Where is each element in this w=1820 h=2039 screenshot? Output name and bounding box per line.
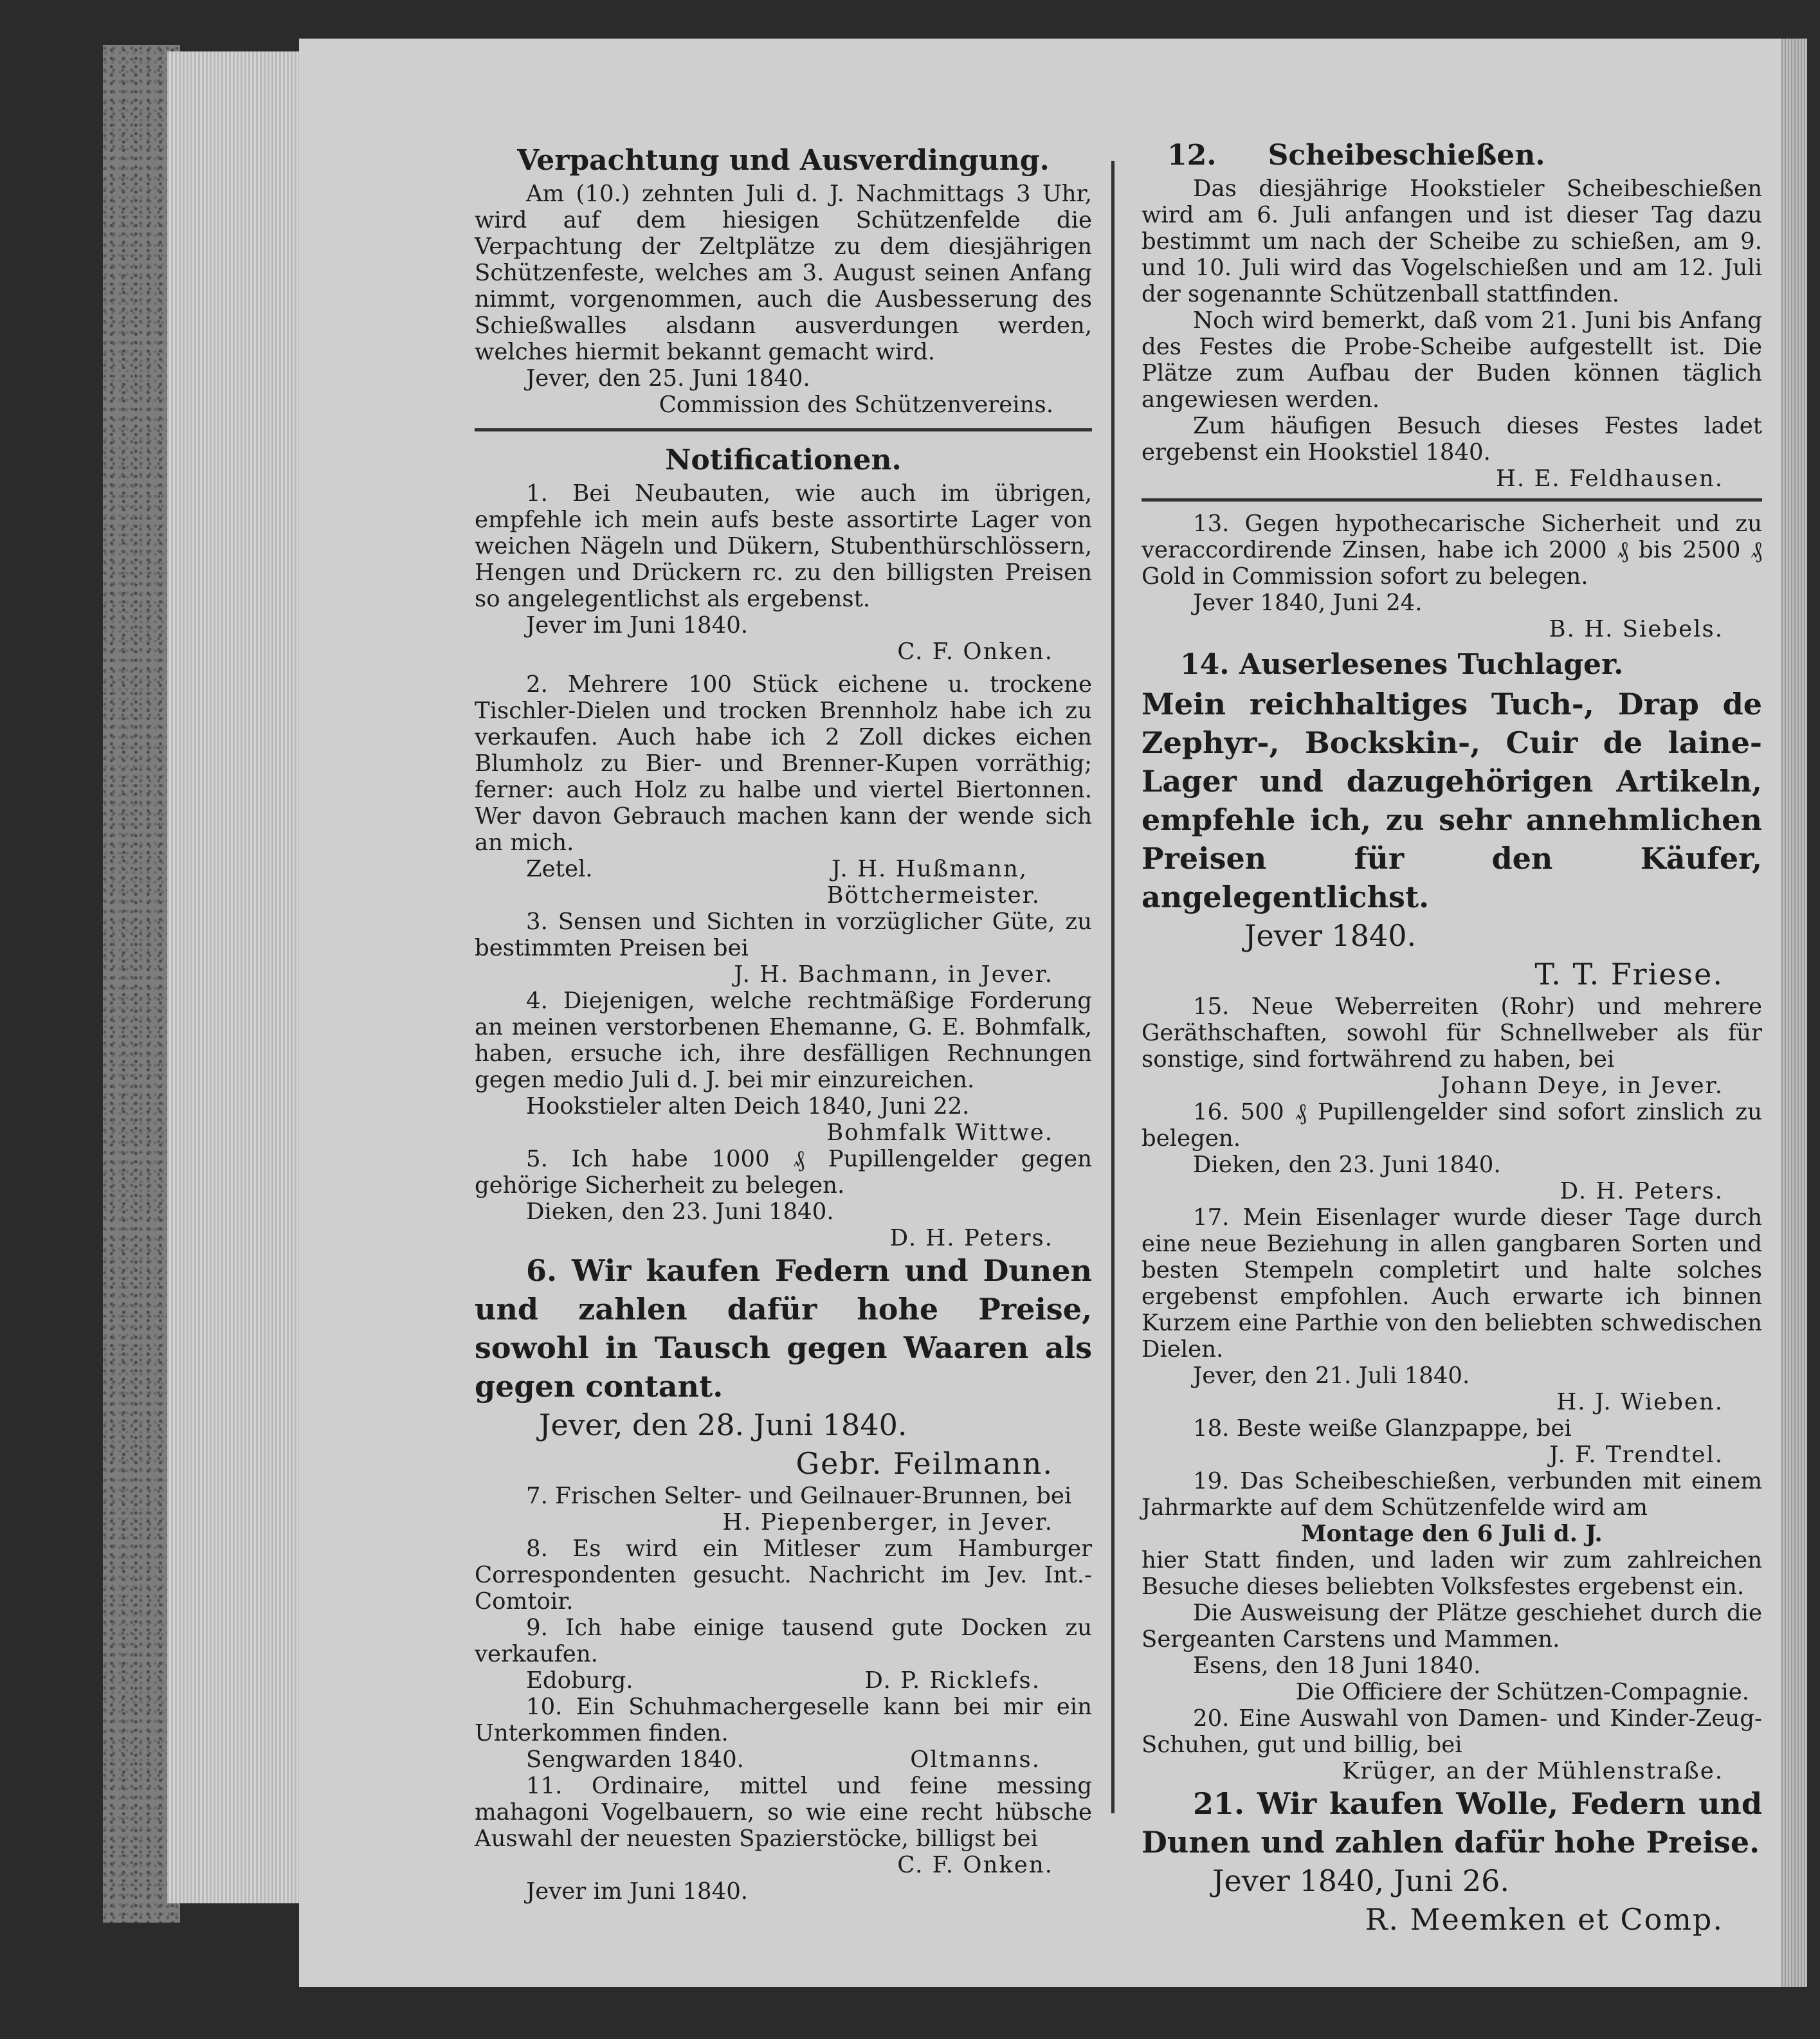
notice-5-body: 5. Ich habe 1000 ₰ Pupillengelder gegen gehörige Sicherheit zu belegen. (475, 1146, 1092, 1199)
notice-14-signature: T. T. Friese. (1534, 957, 1724, 992)
notice-1-date: Jever im Juni 1840. (526, 612, 749, 639)
notice-6-date: Jever, den 28. Juni 1840. (539, 1408, 907, 1442)
notice-17-date: Jever, den 21. Juli 1840. (1193, 1363, 1470, 1389)
right-column (1142, 138, 1762, 1939)
notice-7-signature: H. Piepenberger, in Jever. (722, 1509, 1053, 1536)
notice-6-body: 6. Wir kaufen Federn und Dunen und zahlen dafür hohe Preise, sowohl in Tausch gegen Waaren als gegen contant. (475, 1253, 1092, 1404)
notice-16-body: 16. 500 ₰ Pupillengelder sind sofort zinslich zu belegen. (1142, 1099, 1762, 1152)
notice-12-number: 12. (1167, 139, 1217, 172)
notice-19-date: Esens, den 18 Juni 1840. (1193, 1653, 1481, 1679)
notice-13-body: 13. Gegen hypothecarische Sicherheit und zu veraccordirende Zinsen, habe ich 2000 ₰ bis 2500 ₰ Gold in Commission sofort zu belegen. (1142, 511, 1762, 590)
left-column (475, 138, 1092, 1905)
page-right-edge (1781, 39, 1807, 1987)
notice-18-body: 18. Beste weiße Glanzpappe, bei (1193, 1415, 1572, 1442)
notice-12-title: Scheibeschießen. (1268, 139, 1545, 172)
notice-10-place: Sengwarden 1840. (526, 1746, 744, 1773)
notice-3-signature: J. H. Bachmann, in Jever. (734, 961, 1053, 988)
notice-21-date: Jever 1840, Juni 26. (1212, 1863, 1509, 1898)
notificationen-title: Notificationen. (665, 444, 902, 476)
notice-4-date: Hookstieler alten Deich 1840, Juni 22. (526, 1093, 970, 1119)
column-divider (1111, 161, 1115, 1813)
notice-4-body: 4. Diejenigen, welche rechtmäßige Forderung an meinen verstorbenen Ehemanne, G. E. Bohmfalk, haben, ersuche ich, ihre desfälligen Rechnungen gegen medio Juli d. J. bei mir einzureichen. (475, 988, 1092, 1093)
notice-11-signature: C. F. Onken. (897, 1852, 1053, 1878)
notice-19-signature: Die Officiere der Schützen-Compagnie. (1295, 1679, 1749, 1705)
notice-body: Am (10.) zehnten Juli d. J. Nachmittags 3 Uhr, wird auf dem hiesigen Schützenfelde die Verpachtung der Zeltplätze zu dem diesjährigen Schützenfeste, welches am 3. August seinen Anfang nimmt, vorgenommen, auch die Ausbesserung des Schießwalles alsdann ausverdungen werden, welches hiermit bekannt gemacht wird. (475, 181, 1092, 365)
section-divider (1142, 498, 1762, 502)
notice-14-body: Mein reichhaltiges Tuch-, Drap de Zephyr-, Bockskin-, Cuir de laine-Lager und dazugehörigen Artikeln, empfehle ich, zu sehr annehmlichen Preisen für den Käufer, angelegentlichst. (1142, 687, 1762, 914)
notice-11-date: Jever im Juni 1840. (526, 1878, 749, 1905)
notice-20-body: 20. Eine Auswahl von Damen- und Kinder-Zeug-Schuhen, gut und billig, bei (1142, 1705, 1762, 1758)
notice-2-place: Zetel. (526, 856, 593, 882)
notice-12-heading (1142, 138, 1762, 173)
notice-9-footer (475, 1667, 1092, 1694)
notice-12-body-1: Das diesjährige Hookstieler Scheibeschießen wird am 6. Juli anfangen und ist dieser Tag dazu bestimmt um nach der Scheibe zu schießen, am 9. und 10. Juli wird das Vogelschießen und am 12. Juli der sogenannte Schützenball stattfinden. (1142, 176, 1762, 307)
notice-4-signature: Bohmfalk Wittwe. (826, 1119, 1053, 1146)
notice-17-signature: H. J. Wieben. (1556, 1389, 1724, 1415)
notice-9-place: Edoburg. (526, 1667, 633, 1694)
notice-10-footer (475, 1746, 1092, 1773)
notice-9-body: 9. Ich habe einige tausend gute Docken zu verkaufen. (475, 1615, 1092, 1667)
page-stack-edge (167, 51, 302, 1903)
notice-21-body: 21. Wir kaufen Wolle, Federn und Dunen und zahlen dafür hohe Preise. (1142, 1786, 1762, 1860)
notice-20-signature: Krüger, an der Mühlenstraße. (1342, 1758, 1724, 1784)
notice-19-body-1: 19. Das Scheibeschießen, verbunden mit einem Jahrmarkte auf dem Schützenfelde wird am (1142, 1468, 1762, 1521)
notice-signature: Commission des Schützenvereins. (659, 392, 1053, 418)
notice-1-signature: C. F. Onken. (897, 639, 1053, 665)
notice-12-body-2: Noch wird bemerkt, daß vom 21. Juni bis Anfang des Festes die Probe-Scheibe aufgestellt ist. Die Plätze zum Aufbau der Buden können täglich angewiesen werden. (1142, 307, 1762, 413)
notice-8-body: 8. Es wird ein Mitleser zum Hamburger Correspondenten gesucht. Nachricht im Jev. Int.-Comtoir. (475, 1536, 1092, 1615)
notice-9-signature: D. P. Ricklefs. (864, 1667, 1041, 1694)
notice-19-body-2: hier Statt finden, und laden wir zum zahlreichen Besuche dieses beliebten Volksfestes ergebenst ein. (1142, 1547, 1762, 1600)
notice-19-date-bold: Montage den 6 Juli d. J. (1301, 1521, 1603, 1547)
notice-1-body: 1. Bei Neubauten, wie auch im übrigen, empfehle ich mein aufs beste assortirte Lager von weichen Nägeln und Dükern, Stubenthürschlössern, Hengen und Drückern rc. zu den billigsten Preisen so angelegentlichst als ergebenst. (475, 480, 1092, 612)
notice-18-signature: J. F. Trendtel. (1549, 1442, 1724, 1468)
notice-3-body: 3. Sensen und Sichten in vorzüglicher Güte, zu bestimmten Preisen bei (475, 909, 1092, 961)
notice-date: Jever, den 25. Juni 1840. (526, 365, 810, 392)
section-title: Verpachtung und Ausverdingung. (517, 144, 1050, 177)
notice-11-body: 11. Ordinaire, mittel und feine messing mahagoni Vogelbauern, so wie eine recht hübsche Auswahl der neuesten Spazierstöcke, billigst bei (475, 1773, 1092, 1852)
notice-14-date: Jever 1840. (1244, 918, 1417, 953)
notice-12-signature: H. E. Feldhausen. (1495, 466, 1724, 492)
section-divider (475, 428, 1092, 431)
notice-16-signature: D. H. Peters. (1560, 1178, 1724, 1204)
notice-12-body-3: Zum häufigen Besuch dieses Festes ladet ergebenst ein Hookstiel 1840. (1142, 413, 1762, 466)
notice-6-signature: Gebr. Feilmann. (796, 1446, 1053, 1481)
notice-10-body: 10. Ein Schuhmachergeselle kann bei mir ein Unterkommen finden. (475, 1694, 1092, 1746)
notice-5-date: Dieken, den 23. Juni 1840. (526, 1199, 834, 1225)
notice-10-signature: Oltmanns. (910, 1746, 1041, 1773)
notice-2-signature: J. H. Hußmann, (832, 856, 1028, 882)
notice-15-body: 15. Neue Weberreiten (Rohr) und mehrere Geräthschaften, sowohl für Schnellweber als für sonstige, sind fortwährend zu haben, bei (1142, 993, 1762, 1073)
notice-7-body: 7. Frischen Selter- und Geilnauer-Brunnen, bei (526, 1483, 1072, 1509)
notice-13-signature: B. H. Siebels. (1549, 616, 1724, 642)
notice-13-date: Jever 1840, Juni 24. (1193, 590, 1423, 616)
notice-14-title: 14. Auserlesenes Tuchlager. (1180, 648, 1624, 681)
notice-5-signature: D. H. Peters. (889, 1225, 1053, 1251)
notice-21-signature: R. Meemken et Comp. (1365, 1902, 1724, 1937)
notice-17-body: 17. Mein Eisenlager wurde dieser Tage durch eine neue Beziehung in allen gangbaren Sorten und besten Stempeln completirt und halte solches ergebenst empfohlen. Auch erwarte ich binnen Kurzem eine Parthie von den beliebten schwedischen Dielen. (1142, 1204, 1762, 1363)
notice-19-body-3: Die Ausweisung der Plätze geschiehet durch die Sergeanten Carstens und Mammen. (1142, 1600, 1762, 1653)
notice-16-date: Dieken, den 23. Juni 1840. (1193, 1152, 1501, 1178)
notice-2-footer (475, 856, 1092, 882)
notice-15-signature: Johann Deye, in Jever. (1441, 1073, 1724, 1099)
notice-2-title: Böttchermeister. (826, 882, 1041, 909)
notice-2-body: 2. Mehrere 100 Stück eichene u. trockene Tischler-Dielen und trocken Brennholz habe ich zu verkaufen. Auch habe ich 2 Zoll dickes eichen Blumholz zu Bier- und Brenner-Kupen vorräthig; ferner: auch Holz zu halbe und viertel Biertonnen. Wer davon Gebrauch machen kann der wende sich an mich. (475, 671, 1092, 856)
